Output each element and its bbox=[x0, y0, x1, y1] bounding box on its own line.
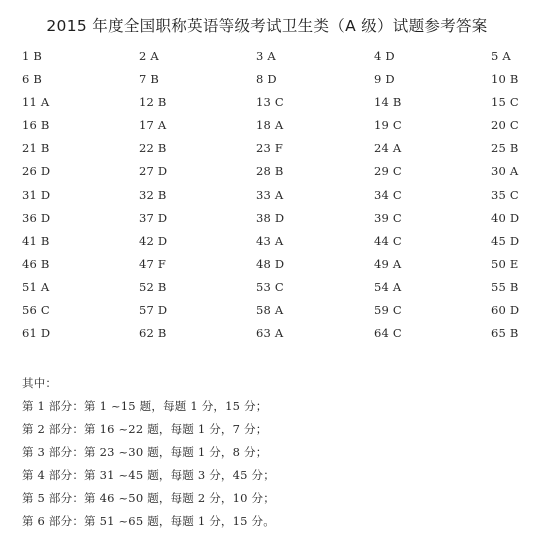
scoring-part-5: 第 5 部分：第 46 ~50 题，每题 2 分，10 分； bbox=[22, 491, 275, 505]
answer-cell: 52 B bbox=[139, 279, 167, 294]
answer-cell: 37 D bbox=[139, 210, 168, 225]
answer-cell: 42 D bbox=[139, 233, 168, 248]
answer-cell: 6 B bbox=[22, 72, 43, 87]
answer-cell: 27 D bbox=[139, 164, 168, 179]
answer-cell: 2 A bbox=[139, 49, 159, 63]
answer-cell: 32 B bbox=[139, 187, 167, 202]
answer-row bbox=[22, 49, 522, 72]
answer-cell: 7 B bbox=[139, 72, 160, 87]
scoring-part-4: 第 4 部分：第 31 ~45 题，每题 3 分，45 分； bbox=[22, 468, 275, 482]
answer-row bbox=[22, 72, 522, 95]
answer-cell: 49 A bbox=[374, 256, 402, 271]
answer-cell: 45 D bbox=[491, 233, 520, 248]
answer-cell: 58 A bbox=[256, 303, 284, 318]
answer-row bbox=[22, 234, 522, 257]
answer-cell: 47 F bbox=[139, 256, 167, 271]
answer-cell: 4 D bbox=[374, 49, 395, 63]
answer-cell: 38 D bbox=[256, 210, 285, 225]
answer-row bbox=[22, 164, 522, 187]
answer-row bbox=[22, 118, 522, 141]
answer-cell: 18 A bbox=[256, 118, 284, 133]
answer-cell: 55 B bbox=[491, 279, 519, 294]
answer-cell: 53 C bbox=[256, 279, 284, 294]
answer-cell: 54 A bbox=[374, 279, 402, 294]
scoring-part-1: 第 1 部分：第 1 ~15 题，每题 1 分，15 分； bbox=[22, 399, 268, 413]
answer-cell: 41 B bbox=[22, 233, 50, 248]
answer-cell: 50 E bbox=[491, 256, 519, 271]
answer-cell: 43 A bbox=[256, 233, 284, 248]
answer-cell: 25 B bbox=[491, 141, 519, 156]
answer-cell: 12 B bbox=[139, 95, 167, 110]
answer-row bbox=[22, 303, 522, 326]
answer-row bbox=[22, 188, 522, 211]
answer-cell: 8 D bbox=[256, 72, 277, 87]
answer-row bbox=[22, 280, 522, 303]
answer-row bbox=[22, 95, 522, 118]
answer-cell: 1 B bbox=[22, 49, 43, 63]
answer-cell: 56 C bbox=[22, 303, 50, 318]
answer-cell: 51 A bbox=[22, 279, 50, 294]
answer-cell: 24 A bbox=[374, 141, 402, 156]
answer-cell: 39 C bbox=[374, 210, 402, 225]
answer-cell: 30 A bbox=[491, 164, 519, 179]
answer-cell: 16 B bbox=[22, 118, 50, 133]
answer-cell: 11 A bbox=[22, 95, 50, 110]
answer-cell: 28 B bbox=[256, 164, 284, 179]
answer-cell: 57 D bbox=[139, 303, 168, 318]
answer-cell: 23 F bbox=[256, 141, 284, 156]
answer-cell: 15 C bbox=[491, 95, 519, 110]
scoring-notes bbox=[22, 375, 275, 536]
answer-cell: 10 B bbox=[491, 72, 519, 87]
answer-cell: 46 B bbox=[22, 256, 50, 271]
answer-row bbox=[22, 257, 522, 280]
answer-cell: 34 C bbox=[374, 187, 402, 202]
document-title: 2015 年度全国职称英语等级考试卫生类（A 级）试题参考答案 bbox=[46, 17, 488, 35]
answer-cell: 20 C bbox=[491, 118, 519, 133]
answer-cell: 35 C bbox=[491, 187, 519, 202]
answer-cell: 33 A bbox=[256, 187, 284, 202]
answer-row bbox=[22, 326, 522, 349]
answer-row bbox=[22, 211, 522, 234]
answer-cell: 44 C bbox=[374, 233, 402, 248]
answer-cell: 19 C bbox=[374, 118, 402, 133]
answer-cell: 63 A bbox=[256, 326, 284, 341]
answer-cell: 29 C bbox=[374, 164, 402, 179]
answer-cell: 21 B bbox=[22, 141, 50, 156]
answer-cell: 59 C bbox=[374, 303, 402, 318]
answer-cell: 13 C bbox=[256, 95, 284, 110]
answer-cell: 60 D bbox=[491, 303, 520, 318]
answer-cell: 62 B bbox=[139, 326, 167, 341]
answer-cell: 17 A bbox=[139, 118, 167, 133]
answer-cell: 9 D bbox=[374, 72, 395, 87]
answer-cell: 65 B bbox=[491, 326, 519, 341]
answer-cell: 3 A bbox=[256, 49, 276, 63]
scoring-part-2: 第 2 部分：第 16 ~22 题，每题 1 分，7 分； bbox=[22, 422, 268, 436]
answer-grid bbox=[22, 49, 522, 349]
scoring-part-3: 第 3 部分：第 23 ~30 题，每题 1 分，8 分； bbox=[22, 445, 268, 459]
answer-cell: 31 D bbox=[22, 187, 51, 202]
answer-cell: 22 B bbox=[139, 141, 167, 156]
answer-cell: 26 D bbox=[22, 164, 51, 179]
answer-row bbox=[22, 141, 522, 164]
answer-cell: 36 D bbox=[22, 210, 51, 225]
scoring-part-6: 第 6 部分：第 51 ~65 题，每题 1 分，15 分。 bbox=[22, 514, 275, 528]
answer-cell: 61 D bbox=[22, 326, 51, 341]
answer-cell: 64 C bbox=[374, 326, 402, 341]
answer-cell: 48 D bbox=[256, 256, 285, 271]
answer-cell: 40 D bbox=[491, 210, 520, 225]
notes-heading: 其中： bbox=[22, 376, 58, 390]
answer-cell: 5 A bbox=[491, 49, 511, 63]
answer-cell: 14 B bbox=[374, 95, 402, 110]
